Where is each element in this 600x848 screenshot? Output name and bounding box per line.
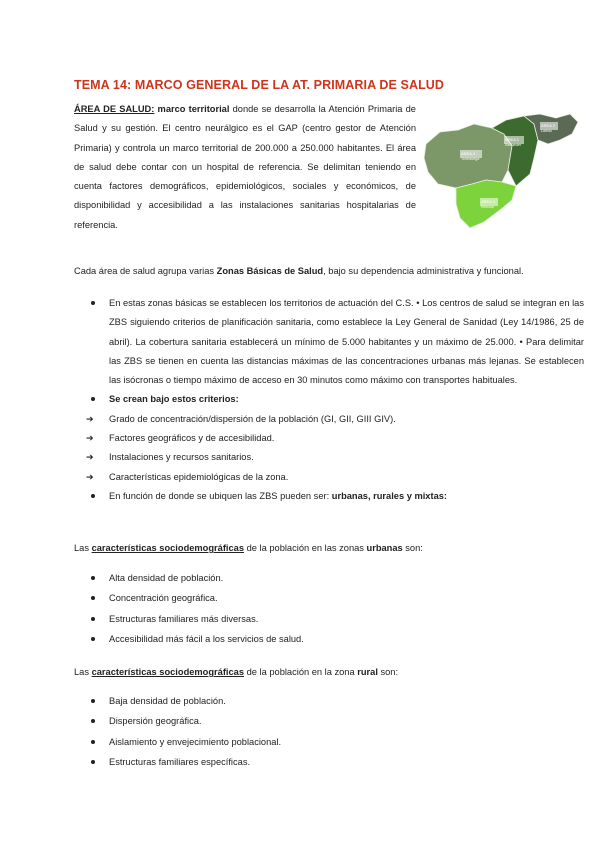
rural-bold2: rural (357, 667, 378, 677)
cada-after: , bajo su dependencia administrativa y funcional. (323, 266, 524, 276)
map-area-2-sub: Laredo (541, 129, 552, 133)
rural-list (74, 692, 574, 772)
list-item: ➔ Características epidemiológicas de la zona. (74, 468, 584, 487)
list-item: Accesibilidad más fácil a los servicios de salud. (74, 630, 574, 649)
list-item: Dispersión geográfica. (74, 712, 574, 731)
rural-before: Las (74, 667, 92, 677)
map-area-4-sub: Torrelavega (461, 157, 480, 161)
urban-bold2: urbanas (366, 543, 403, 553)
cada-bold: Zonas Básicas de Salud (216, 266, 324, 276)
list-item: Concentración geográfica. (74, 589, 574, 608)
list-item: Estructuras familiares específicas. (74, 753, 574, 772)
map-area-3-label: ÁREA 3 (481, 199, 496, 204)
area-de-salud-text: donde se desarrolla la Atención Primaria de Salud y su gestión. El centro neurálgico es el GAP (centro gestor de Atención Primaria) y controla un marco territorial de 200.000 a 250.000 habitantes. El área de salud debe contar con un hospital de referencia. Se delimitan teniendo en cuenta factores demográficos, epidemiológicos, sociales y económicos, de disponibilidad y accesibilidad a las instalaciones sanitarias hospitalarias de referencia. (74, 104, 416, 230)
urban-list (74, 569, 574, 649)
area-de-salud-heading: ÁREA DE SALUD: (74, 104, 155, 114)
urban-before: Las (74, 543, 92, 553)
list-item: ➔ Instalaciones y recursos sanitarios. (74, 448, 584, 467)
area-de-salud-bold: marco territorial (157, 104, 230, 114)
map-area-3-sub: Reinosa (481, 205, 494, 209)
map-area-1-sub: Santander (505, 143, 522, 147)
urban-mid: de la población en las zonas (244, 543, 367, 553)
rural-heading (74, 663, 398, 682)
list-item: Estructuras familiares más diversas. (74, 610, 574, 629)
cada-before: Cada área de salud agrupa varias (74, 266, 217, 276)
list-item: ➔ Factores geográficos y de accesibilidad. (74, 429, 584, 448)
zbs-types-text: En función de donde se ubiquen las ZBS pueden ser: (109, 490, 332, 501)
list-item: Aislamiento y envejecimiento poblacional. (74, 733, 574, 752)
rural-after: son: (377, 667, 399, 677)
zbs-types-bold: urbanas, rurales y mixtas: (331, 490, 448, 501)
list-item: ➔ Grado de concentración/dispersión de la población (GI, GII, GIII GIV). (74, 410, 584, 429)
urban-heading (74, 539, 423, 558)
list-item: Baja densidad de población. (74, 692, 574, 711)
list-item: Alta densidad de población. (74, 569, 574, 588)
map-area-1-label: ÁREA 1 (505, 137, 520, 142)
page-title: TEMA 14: MARCO GENERAL DE LA AT. PRIMARIA DE SALUD (74, 78, 445, 92)
list-item: Se crean bajo estos criterios: (74, 390, 584, 409)
cada-area-paragraph (74, 262, 574, 281)
map-area-2-label: ÁREA 2 (541, 123, 556, 128)
zbs-list (74, 294, 584, 506)
urban-bold: características sociodemográficas (91, 543, 245, 553)
rural-bold: características sociodemográficas (91, 667, 245, 677)
map-area-4-label: ÁREA 4 (461, 151, 476, 156)
area-de-salud-paragraph (74, 100, 416, 235)
urban-after: son: (402, 543, 423, 553)
health-areas-map (422, 110, 580, 232)
list-item: En estas zonas básicas se establecen los territorios de actuación del C.S. • Los centros de salud se integran en las ZBS siguiendo criterios de planificación sanitaria, como establece la Ley General de Sanidad (Ley 14/1986, 25 de abril). La cobertura sanitaria establecerá un mínimo de 5.000 habitantes y un máximo de 25.000. • Para delimitar las ZBS se tienen en cuenta las distancias máximas de las concentraciones urbanas más lejanas. Se establecen las isócronas o tiempo máximo de acceso en 30 minutos como máximo con transportes habituales. (74, 294, 584, 390)
rural-mid: de la población en la zona (244, 667, 358, 677)
list-item (74, 487, 584, 506)
